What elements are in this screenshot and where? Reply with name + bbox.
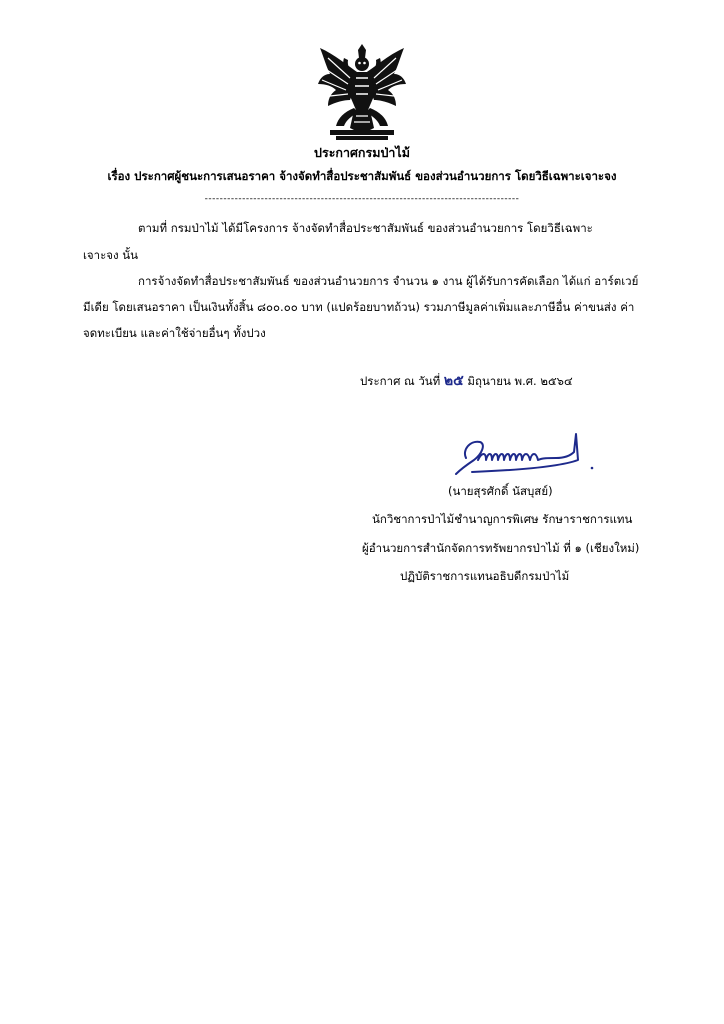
signature-image <box>452 430 602 478</box>
announcement-date <box>360 372 573 390</box>
signatory-position-2: ผู้อำนวยการสำนักจัดการทรัพยากรป่าไม้ ที่ ๑ (เชียงใหม่) <box>362 541 640 555</box>
garuda-emblem-icon <box>314 44 410 142</box>
document-subject: เรื่อง ประกาศผู้ชนะการเสนอราคา จ้างจัดทำสื่อประชาสัมพันธ์ ของส่วนอำนวยการ โดยวิธีเฉพาะเจาะจง <box>107 169 617 183</box>
date-month-year: มิถุนายน พ.ศ. ๒๕๖๔ <box>467 374 573 388</box>
date-prefix: ประกาศ ณ วันที่ <box>360 374 441 388</box>
paragraph-2-line-3: จดทะเบียน และค่าใช้จ่ายอื่นๆ ทั้งปวง <box>83 326 266 340</box>
paragraph-1-line-2: เจาะจง นั้น <box>83 248 139 262</box>
dashed-divider: ------------------------------------------------------------------------------------ <box>204 194 520 204</box>
date-day-handwritten: ๒๕ <box>443 373 464 389</box>
paragraph-2-line-2: มีเดีย โดยเสนอราคา เป็นเงินทั้งสิ้น ๘๐๐.๐๐ บาท (แปดร้อยบาทถ้วน) รวมภาษีมูลค่าเพิ่มและภาษีอื่น ค่าขนส่ง ค่า <box>83 300 635 314</box>
document-title: ประกาศกรมป่าไม้ <box>314 145 410 160</box>
paragraph-2-line-1: การจ้างจัดทำสื่อประชาสัมพันธ์ ของส่วนอำนวยการ จำนวน ๑ งาน ผู้ได้รับการคัดเลือก ได้แก่ อาร์ตเวย์ <box>138 274 639 288</box>
signatory-position-1: นักวิชาการป่าไม้ชำนาญการพิเศษ รักษาราชการแทน <box>372 512 633 526</box>
signatory-position-3: ปฏิบัติราชการแทนอธิบดีกรมป่าไม้ <box>400 569 570 583</box>
signatory-name: (นายสุรศักดิ์ นัสบุสย์) <box>448 484 553 498</box>
paragraph-1-line-1: ตามที่ กรมป่าไม้ ได้มีโครงการ จ้างจัดทำสื่อประชาสัมพันธ์ ของส่วนอำนวยการ โดยวิธีเฉพาะ <box>138 221 593 235</box>
